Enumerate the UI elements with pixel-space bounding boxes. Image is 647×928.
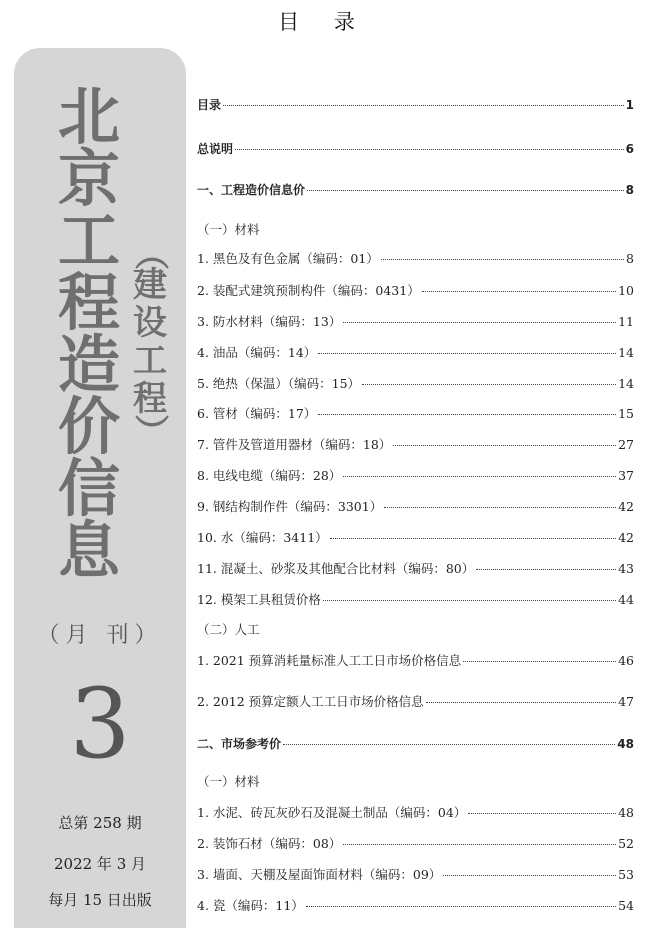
subtitle-paren: ） xyxy=(130,414,170,448)
toc-entry-page: 37 xyxy=(618,468,634,483)
toc-leader-dots xyxy=(384,507,616,508)
toc-entry[interactable] xyxy=(197,692,634,710)
toc-section-heading: （二）人工 xyxy=(197,622,260,637)
toc-entry[interactable] xyxy=(197,181,634,198)
publication-title xyxy=(52,80,126,587)
toc-entry[interactable] xyxy=(197,435,634,453)
toc-entry-page: 53 xyxy=(618,867,634,882)
toc-entry[interactable] xyxy=(197,343,634,361)
toc-entry-label: 一、工程造价信息价 xyxy=(197,183,306,197)
toc-entry-page: 52 xyxy=(618,836,634,851)
toc-entry-page: 8 xyxy=(626,251,634,266)
title-char: 价 xyxy=(57,390,120,463)
toc-entry[interactable] xyxy=(197,140,634,157)
toc-leader-dots xyxy=(468,813,616,814)
toc-entry[interactable] xyxy=(197,590,634,608)
toc-entry-label: 9. 钢结构制作件（编码：3301） xyxy=(197,499,383,514)
page-title: 目 录 xyxy=(278,10,369,34)
toc-leader-dots xyxy=(463,661,616,662)
toc-leader-dots xyxy=(318,414,616,415)
toc-entry-page: 14 xyxy=(618,376,634,391)
toc-entry-page: 42 xyxy=(618,530,634,545)
toc-entry[interactable] xyxy=(197,735,634,752)
subtitle-paren: （ xyxy=(130,236,170,270)
toc-leader-dots xyxy=(381,259,624,260)
toc-leader-dots xyxy=(318,353,616,354)
toc-entry[interactable] xyxy=(197,96,634,113)
subtitle-char: 建 xyxy=(133,265,167,305)
toc-entry-page: 48 xyxy=(617,737,634,751)
issue-number: 3 xyxy=(69,668,131,780)
toc-leader-dots xyxy=(422,291,616,292)
title-char: 造 xyxy=(57,328,120,401)
toc-entry-label: 7. 管件及管道用器材（编码：18） xyxy=(197,437,392,452)
toc-leader-dots xyxy=(323,600,616,601)
toc-leader-dots xyxy=(443,875,616,876)
toc-entry-label: 2. 装饰石材（编码：08） xyxy=(197,836,342,851)
toc-leader-dots xyxy=(223,105,624,106)
toc-entry-label: 1. 水泥、砖瓦灰砂石及混凝土制品（编码：04） xyxy=(197,805,467,820)
toc-entry[interactable] xyxy=(197,651,634,669)
toc-entry-page: 8 xyxy=(625,183,634,197)
title-char: 程 xyxy=(57,266,120,339)
toc-section-heading: （一）材料 xyxy=(197,222,260,237)
title-char: 信 xyxy=(57,452,120,525)
toc-entry-page: 47 xyxy=(618,694,634,709)
subtitle-char: 工 xyxy=(133,341,167,381)
toc-entry[interactable] xyxy=(197,834,634,852)
total-issue: 总第 258 期 xyxy=(58,814,142,832)
toc-entry[interactable] xyxy=(197,497,634,515)
toc-entry-label: 二、市场参考价 xyxy=(197,737,282,751)
toc-entry-page: 15 xyxy=(618,406,634,421)
monthly-label: （月 刊） xyxy=(37,623,163,648)
toc-entry-label: 6. 管材（编码：17） xyxy=(197,406,317,421)
toc-entry-label: 8. 电线电缆（编码：28） xyxy=(197,468,342,483)
toc-entry-label: 目录 xyxy=(197,98,222,112)
toc-entry-page: 1 xyxy=(625,98,634,112)
toc-entry[interactable] xyxy=(197,249,634,267)
toc-entry-label: 3. 墙面、天棚及屋面饰面材料（编码：09） xyxy=(197,867,442,882)
subtitle-char: 设 xyxy=(133,303,167,343)
toc-leader-dots xyxy=(235,149,624,150)
toc-entry[interactable] xyxy=(197,528,634,546)
toc-entry-page: 43 xyxy=(618,561,634,576)
toc-entry[interactable] xyxy=(197,281,634,299)
toc-leader-dots xyxy=(426,702,616,703)
toc-entry[interactable] xyxy=(197,865,634,883)
toc-entry[interactable] xyxy=(197,896,634,914)
toc-entry-page: 54 xyxy=(618,898,634,913)
toc-leader-dots xyxy=(307,190,624,191)
toc-entry-page: 44 xyxy=(618,592,634,607)
toc-entry-page: 27 xyxy=(618,437,634,452)
toc-entry-label: 4. 瓷（编码：11） xyxy=(197,898,304,913)
toc-entry-label: 总说明 xyxy=(197,142,234,156)
toc-entry-page: 42 xyxy=(618,499,634,514)
toc-entry-page: 10 xyxy=(618,283,634,298)
toc-section-heading: （一）材料 xyxy=(197,774,260,789)
toc-entry-page: 48 xyxy=(618,805,634,820)
toc-entry-label: 1. 黑色及有色金属（编码：01） xyxy=(197,251,379,266)
toc-leader-dots xyxy=(343,844,616,845)
toc-leader-dots xyxy=(362,384,616,385)
toc-leader-dots xyxy=(476,569,616,570)
title-char: 京 xyxy=(57,142,120,215)
table-of-contents xyxy=(197,0,635,913)
toc-entry-label: 4. 油品（编码：14） xyxy=(197,345,317,360)
toc-entry-label: 3. 防水材料（编码：13） xyxy=(197,314,342,329)
subtitle-char: 程 xyxy=(133,379,167,419)
toc-leader-dots xyxy=(343,322,616,323)
toc-entry-page: 14 xyxy=(618,345,634,360)
toc-entry-label: 11. 混凝土、砂浆及其他配合比材料（编码：80） xyxy=(197,561,475,576)
toc-leader-dots xyxy=(330,538,616,539)
publication-subtitle xyxy=(128,236,172,448)
toc-entry-page: 46 xyxy=(618,653,634,668)
issue-date: 2022 年 3 月 xyxy=(53,855,147,873)
toc-entry-label: 5. 绝热（保温）（编码：15） xyxy=(197,376,361,391)
toc-entry-page: 11 xyxy=(618,314,634,329)
toc-entry[interactable] xyxy=(197,312,634,330)
toc-entry[interactable] xyxy=(197,374,634,392)
toc-entry[interactable] xyxy=(197,404,634,422)
toc-entry[interactable] xyxy=(197,803,634,821)
toc-entry-label: 12. 模架工具租赁价格 xyxy=(197,592,321,607)
title-char: 息 xyxy=(57,514,120,587)
toc-entry-label: 1. 2021 预算消耗量标准人工工日市场价格信息 xyxy=(197,653,462,668)
toc-entry-label: 2. 装配式建筑预制构件（编码：0431） xyxy=(197,283,420,298)
toc-leader-dots xyxy=(306,906,616,907)
toc-entry[interactable] xyxy=(197,559,634,577)
publish-note: 每月 15 日出版 xyxy=(48,891,152,909)
title-char: 北 xyxy=(57,80,120,153)
toc-leader-dots xyxy=(283,744,615,745)
toc-leader-dots xyxy=(343,476,616,477)
toc-entry[interactable] xyxy=(197,466,634,484)
title-char: 工 xyxy=(57,204,120,277)
toc-entry-label: 2. 2012 预算定额人工工日市场价格信息 xyxy=(197,694,424,709)
toc-leader-dots xyxy=(393,445,616,446)
toc-entry-label: 10. 水（编码：3411） xyxy=(197,530,328,545)
toc-entry-page: 6 xyxy=(625,142,634,156)
